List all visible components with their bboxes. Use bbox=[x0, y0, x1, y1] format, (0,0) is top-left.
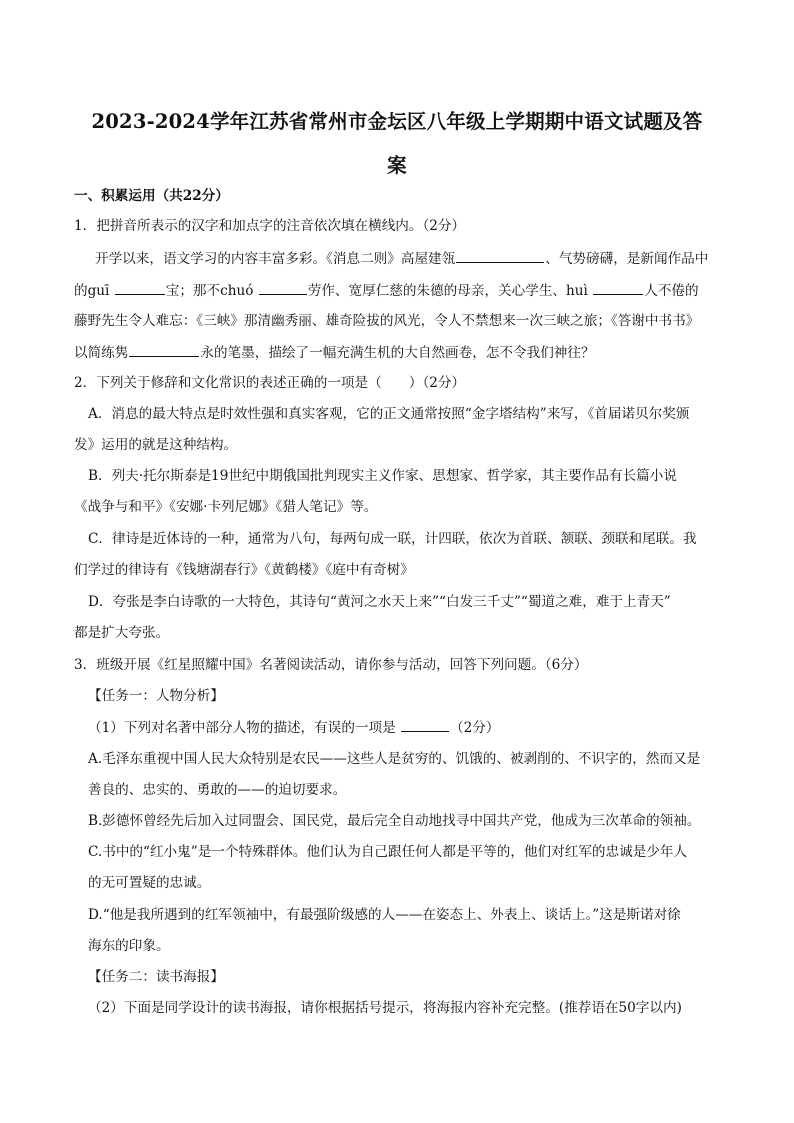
passage-text: 开学以来，语文学习的内容丰富多彩。《消息二则》高屋建瓴 bbox=[95, 251, 456, 267]
task-2-heading: 【任务二：读书海报】 bbox=[88, 969, 224, 985]
passage-text: 劳作、宽厚仁慈的朱德的母亲，关心学生、huì bbox=[307, 283, 593, 299]
task-1-option-a-line-1: A.毛泽东重视中国人民大众特别是农民——这些人是贫穷的、饥饿的、被剥削的、不识字的，然而又是 bbox=[88, 751, 701, 767]
passage-text: 以简练隽 bbox=[74, 345, 129, 361]
task-1-option-d-line-2: 海东的印象。 bbox=[88, 938, 170, 954]
question-1-passage-line-4 bbox=[74, 342, 595, 362]
question-1-passage-line-2 bbox=[74, 280, 699, 300]
title-line-1: 2023-2024学年江苏省常州市金坛区八年级上学期期中语文试题及答 bbox=[91, 110, 703, 133]
option-c-line-1: C．律诗是近体诗的一种，通常为八句，每两句成一联，计四联，依次为首联、颔联、颈联和尾联。我 bbox=[88, 531, 697, 547]
option-d-line-1: D．夸张是李白诗歌的一大特色，其诗句“黄河之水天上来”“白发三千丈”“蜀道之难，难于上青天” bbox=[88, 594, 671, 610]
task-1-option-d-line-1: D.“他是我所遇到的红军领袖中，有最强阶级感的人——在姿态上、外表上、谈话上。”这是斯诺对徐 bbox=[88, 907, 681, 923]
question-1-passage-line-3: 藤野先生令人难忘：《三峡》那清幽秀丽、雄奇险拔的风光，令人不禁想来一次三峡之旅；《答谢中书书》 bbox=[74, 313, 700, 329]
option-a-line-2: 发》运用的就是这种结构。 bbox=[74, 437, 238, 453]
passage-text: 的guī bbox=[74, 283, 114, 299]
answer-blank[interactable] bbox=[129, 342, 199, 357]
question-3-stem: 3．班级开展《红星照耀中国》名著阅读活动，请你参与活动，回答下列问题。（6分） bbox=[74, 657, 588, 673]
sub-question-2: （2）下面是同学设计的读书海报，请你根据括号提示，将海报内容补充完整。(推荐语在50字以内) bbox=[88, 1000, 682, 1016]
answer-blank[interactable] bbox=[593, 280, 643, 295]
task-1-option-c-line-1: C.书中的“红小鬼”是一个特殊群体。他们认为自己跟任何人都是平等的，他们对红军的忠诚是少年人 bbox=[88, 844, 688, 860]
option-b-line-1: B．列夫·托尔斯泰是19世纪中期俄国批判现实主义作家、思想家、哲学家，其主要作品有长篇小说 bbox=[88, 468, 677, 484]
document-title bbox=[60, 100, 734, 188]
question-2-stem: 2．下列关于修辞和文化常识的表述正确的一项是（ ）（2分） bbox=[74, 375, 466, 391]
option-c-line-2: 们学过的律诗有《钱塘湖春行》《黄鹤楼》《庭中有奇树》 bbox=[74, 562, 414, 578]
answer-blank[interactable] bbox=[259, 280, 307, 295]
sub-question-text: （1）下列对名著中部分人物的描述，有误的一项是 bbox=[88, 720, 401, 736]
answer-blank[interactable] bbox=[115, 280, 165, 295]
passage-text: 宝；那不chuó bbox=[165, 283, 258, 299]
passage-text: 、气势磅礴，是新闻作品中 bbox=[545, 251, 709, 267]
task-1-option-a-line-2: 善良的、忠实的、勇敢的——的迫切要求。 bbox=[88, 782, 347, 798]
task-1-option-c-line-2: 的无可置疑的忠诚。 bbox=[88, 875, 211, 891]
title-line-2: 案 bbox=[387, 154, 407, 177]
passage-text: 永的笔墨，描绘了一幅充满生机的大自然画卷，怎不令我们神往？ bbox=[200, 345, 595, 361]
answer-blank[interactable] bbox=[456, 248, 544, 263]
section-heading: 一、积累运用（共22分） bbox=[74, 188, 229, 204]
option-a-line-1: A．消息的最大特点是时效性强和真实客观，它的正文通常按照“金字塔结构”来写，《首届诺贝尔奖颁 bbox=[88, 406, 690, 422]
question-1-passage-line-1 bbox=[95, 248, 708, 268]
option-b-line-2: 《战争与和平》《安娜·卡列尼娜》《猎人笔记》等。 bbox=[74, 499, 378, 515]
task-1-option-b: B.彭德怀曾经先后加入过同盟会、国民党，最后完全自动地找寻中国共产党，他成为三次革命的领袖。 bbox=[88, 813, 701, 829]
sub-question-1 bbox=[88, 717, 499, 737]
answer-blank[interactable] bbox=[401, 717, 449, 732]
question-1-stem: 1．把拼音所表示的汉字和加点字的注音依次填在横线内。（2分） bbox=[74, 218, 466, 234]
passage-text: 人不倦的 bbox=[644, 283, 699, 299]
sub-question-score: （2分） bbox=[450, 720, 500, 736]
task-1-heading: 【任务一：人物分析】 bbox=[88, 688, 224, 704]
option-d-line-2: 都是扩大夸张。 bbox=[74, 625, 170, 641]
